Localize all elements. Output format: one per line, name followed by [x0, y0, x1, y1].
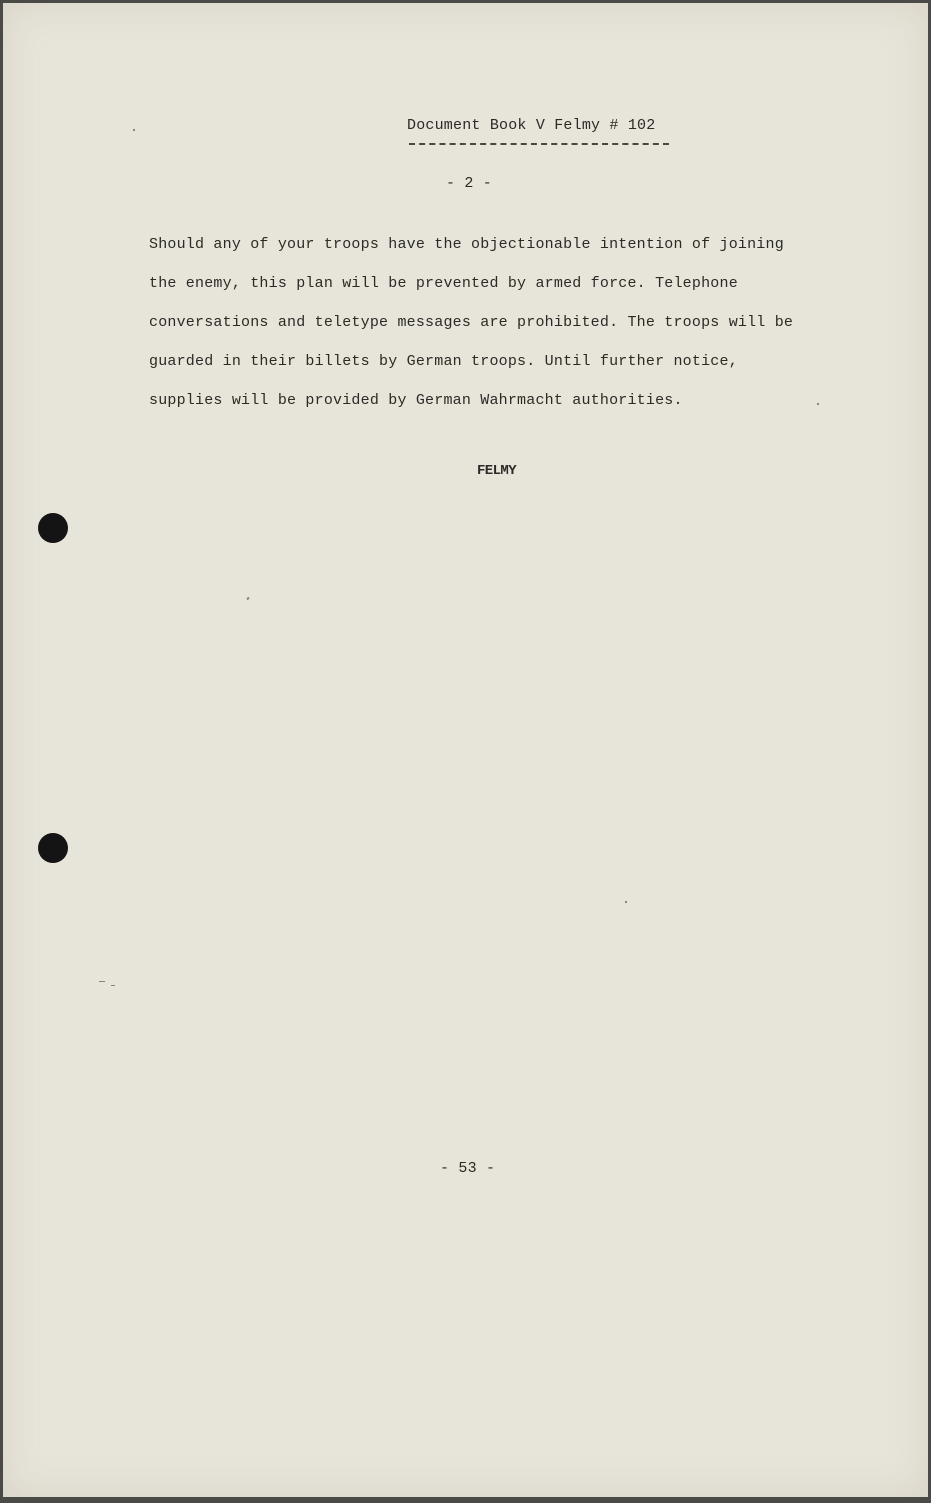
- paper-speck: [246, 597, 249, 601]
- paper-speck: [625, 901, 627, 903]
- punch-hole-lower: [38, 833, 68, 863]
- page-number: - 2 -: [446, 175, 493, 192]
- document-body: [149, 232, 839, 427]
- footer-page-number: - 53 -: [440, 1160, 496, 1177]
- body-line-1: Should any of your troops have the objectionable intention of joining: [149, 236, 784, 253]
- paper-speck: [817, 403, 819, 405]
- paper-speck: [111, 985, 115, 986]
- punch-hole-upper: [38, 513, 68, 543]
- header-dashed-rule: [409, 143, 669, 145]
- body-line-5: supplies will be provided by German Wahrmacht authorities.: [149, 392, 683, 409]
- body-line-3: conversations and teletype messages are prohibited. The troops will be: [149, 314, 794, 331]
- body-line-4: guarded in their billets by German troops. Until further notice,: [149, 353, 738, 370]
- signature: FELMY: [477, 463, 517, 479]
- document-header: Document Book V Felmy # 102: [407, 117, 656, 134]
- document-page: [3, 3, 928, 1497]
- paper-speck: [133, 129, 135, 131]
- body-line-2: the enemy, this plan will be prevented by armed force. Telephone: [149, 275, 738, 292]
- paper-speck: [99, 981, 105, 982]
